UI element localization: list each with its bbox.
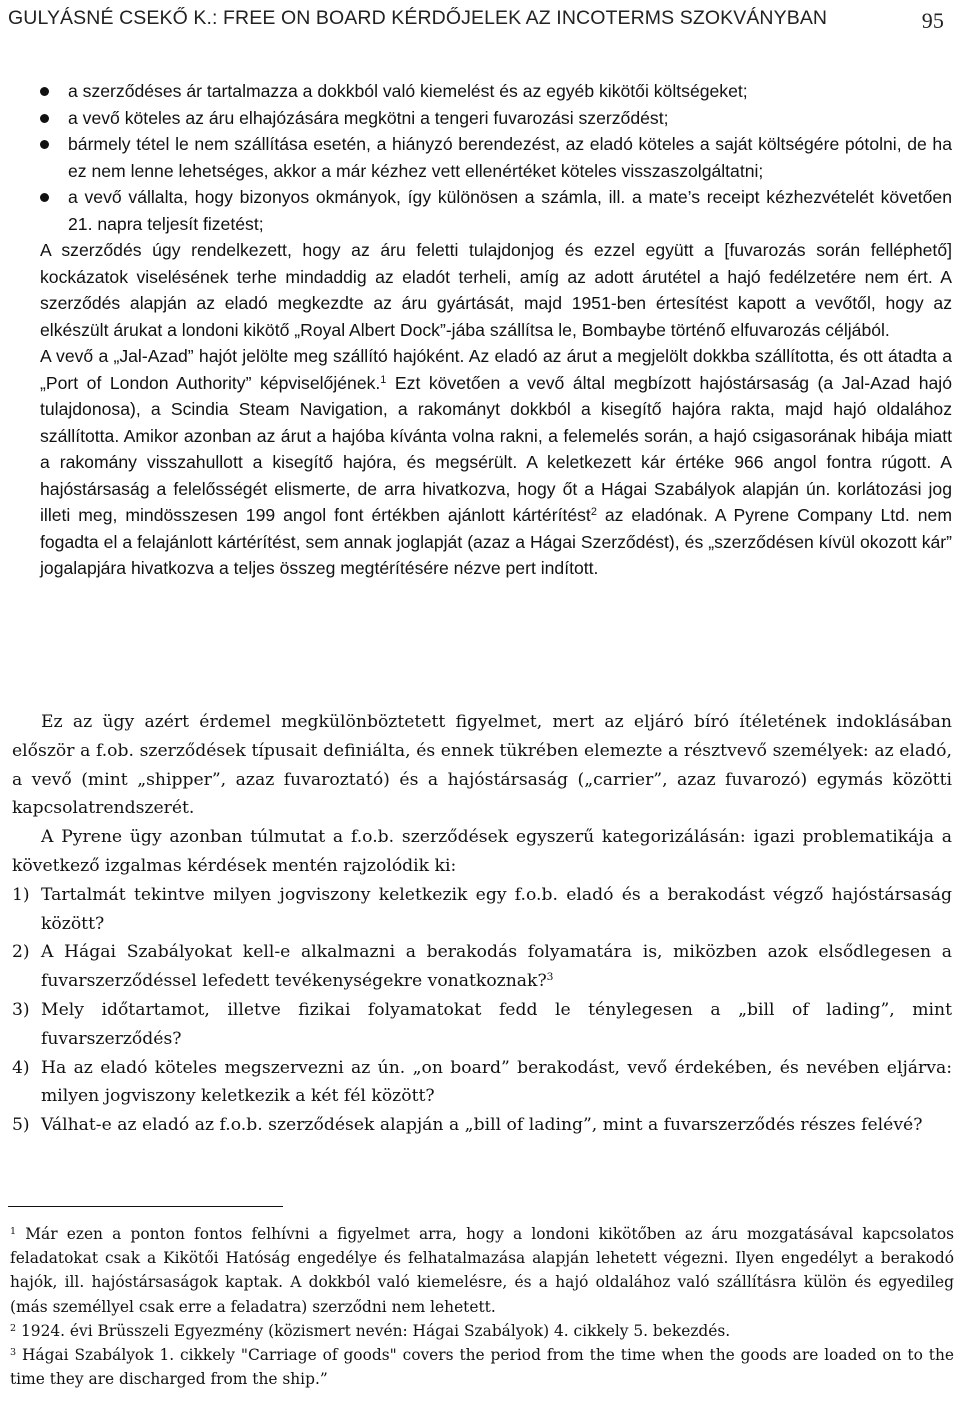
list-item-text: a vevő vállalta, hogy bizonyos okmányok, így különösen a számla, ill. a mate’s receipt kézhezvételét követően 21. napra teljesít fizetést; — [68, 187, 952, 234]
list-item — [40, 105, 952, 132]
footnote-number: 3 — [10, 1346, 17, 1358]
question-item — [12, 1111, 952, 1140]
running-title: GULYÁSNÉ CSEKŐ K.: FREE ON BOARD KÉRDŐJELEK AZ INCOTERMS SZOKVÁNYBAN — [8, 7, 828, 29]
question-item — [12, 938, 952, 996]
footnote-ref: 2 — [590, 506, 597, 518]
bullet-icon — [40, 114, 49, 123]
list-item — [40, 78, 952, 105]
question-number: 3) — [12, 999, 30, 1020]
question-number: 1) — [12, 884, 30, 905]
footnote-text: Hágai Szabályok 1. cikkely "Carriage of goods" covers the period from the time when the goods are loaded on to the time they are discharged from the ship.” — [10, 1346, 954, 1389]
running-header — [8, 4, 952, 34]
bullet-icon — [40, 193, 49, 202]
case-quote-block — [40, 78, 952, 582]
quote-text: Ezt követően a vevő által megbízott hajóstársaság (a Jal-Azad hajó tulajdonosa), a Scindia Steam Navigation, a rakományt dokkból a kisegítő hajóra rakta, majd hajó oldalához szállította. Amikor azonban az árut a hajóba kívánta volna rakni, a felemelés során, a hajó csigasorának hibája miatt a rakomány visszahullott a kisegítő hajóra, és megsérült. A keletkezett kár értéke 966 angol fontra rúgott. A hajóstársaság a felelősségét elismerte, de arra hivatkozva, hogy őt a Hágai Szabályok alapján ún. korlátozási jog illeti meg, mindösszesen 199 angol font értékben ajánlott kártérítést — [40, 372, 952, 525]
quote-text: az eladónak. A Pyrene Company Ltd. nem fogadta el a felajánlott kártérítést, sem annak joglapját (azaz a Hágai Szerződést), és „szerződésen kívül okozott kár” jogalapjára hivatkozva a teljes összeg megtérítésére nézve pert indított. — [40, 505, 952, 578]
footnote-ref: 3 — [546, 970, 554, 984]
question-text: Mely időtartamot, illetve fizikai folyamatokat fedd le ténylegesen a „bill of lading”, mint fuvarszerződés? — [41, 999, 952, 1049]
footnote — [10, 1222, 954, 1319]
question-text: A Hágai Szabályokat kell-e alkalmazni a berakodás folyamatára is, miközben azok elsődlegesen a fuvarszerződéssel lefedett tevékenységekre vonatkoznak? — [41, 942, 952, 992]
bullet-icon — [40, 140, 49, 149]
list-item-text: a szerződéses ár tartalmazza a dokkból való kiemelést és az egyéb kikötői költségeket; — [68, 81, 748, 101]
questions-list — [12, 881, 952, 1140]
contract-terms-list — [40, 78, 952, 237]
body-paragraph: Ez az ügy azért érdemel megkülönböztetett figyelmet, mert az eljáró bíró ítéletének indoklásában először a f.ob. szerződések típusait definiálta, és ennek tükrében elemezte a résztvevő személyek: az eladó, a vevő (mint „shipper”, azaz fuvaroztató) és a hajóstársaság („carrier”, azaz fuvarozó) egymás közötti kapcsolatrendszerét. — [12, 712, 952, 819]
question-number: 2) — [12, 942, 30, 963]
bullet-icon — [40, 87, 49, 96]
footnote-divider — [8, 1206, 283, 1207]
list-item — [40, 131, 952, 184]
footnote-text: 1924. évi Brüsszeli Egyezmény (közismert nevén: Hágai Szabályok) 4. cikkely 5. bekezdés. — [20, 1321, 731, 1340]
quote-paragraph — [40, 343, 952, 582]
footnote — [10, 1343, 954, 1391]
footnote-number: 1 — [10, 1225, 17, 1237]
footnote-number: 2 — [10, 1322, 17, 1334]
question-number: 4) — [12, 1057, 30, 1078]
question-item — [12, 996, 952, 1054]
footnote-ref: 1 — [380, 373, 387, 386]
footnotes — [10, 1222, 954, 1391]
quote-text: A vevő a „Jal-Azad” hajót jelölte meg szállító hajóként. Az eladó az árut a megjelölt dokkba szállította, és ott átadta a „Port of London Authority” képviselőjének. — [40, 346, 952, 393]
question-text: Ha az eladó köteles megszervezni az ún. „on board” berakodást, vevő érdekében, és nevében eljárva: milyen jogviszony keletkezik a két fél között? — [41, 1057, 952, 1107]
question-number: 5) — [12, 1115, 30, 1136]
footnote-text: Már ezen a ponton fontos felhívni a figyelmet arra, hogy a londoni kikötőben az áru mozgatásával kapcsolatos feladatokat csak a Kikötői Hatóság engedélye és felhatalmazása alapján lehetett végezni. Ilyen engedélyt a berakodó hajók, ill. hajóstársaságok kaptak. A dokkból való kiemelésre, és a hajó oldalához való szállításra külön és egyedileg (más személlyel csak erre a feladatra) szerződni nem lehetett. — [10, 1225, 954, 1316]
page-number: 95 — [921, 8, 944, 33]
list-item — [40, 184, 952, 237]
quote-paragraph: A szerződés úgy rendelkezett, hogy az áru feletti tulajdonjog és ezzel együtt a [fuvarozás során felléphető] kockázatok viselésének terhe mindaddig az eladót terheli, amíg az adott árutétel a hajó fedélzetére nem ért. A szerződés alapján az eladó megkezdte az áru gyártását, majd 1951-ben értesítést kapott a vevőtől, hogy az elkészült árukat a londoni kikötő „Royal Albert Dock”-jába szállítsa le, Bombaybe történő elfuvarozás céljából. — [40, 240, 952, 340]
body-paragraph: A Pyrene ügy azonban túlmutat a f.o.b. szerződések egyszerű kategorizálásán: igazi problematikája a következő izgalmas kérdések mentén rajzolódik ki: — [12, 827, 952, 876]
question-text: Válhat-e az eladó az f.o.b. szerződések alapján a „bill of lading”, mint a fuvarszerződés részes felévé? — [41, 1115, 923, 1136]
question-text: Tartalmát tekintve milyen jogviszony keletkezik egy f.o.b. eladó és a berakodást végző hajóstársaság között? — [41, 884, 952, 934]
list-item-text: bármely tétel le nem szállítása esetén, a hiányzó berendezést, az eladó köteles a saját költségére pótolni, de ha ez nem lenne lehetséges, akkor a már kézhez vett ellenértéket köteles visszaszolgáltatni; — [68, 134, 952, 181]
question-item — [12, 881, 952, 939]
list-item-text: a vevő köteles az áru elhajózására megkötni a tengeri fuvarozási szerződést; — [68, 107, 669, 128]
main-text — [12, 708, 952, 1140]
footnote — [10, 1319, 954, 1343]
question-item — [12, 1054, 952, 1112]
